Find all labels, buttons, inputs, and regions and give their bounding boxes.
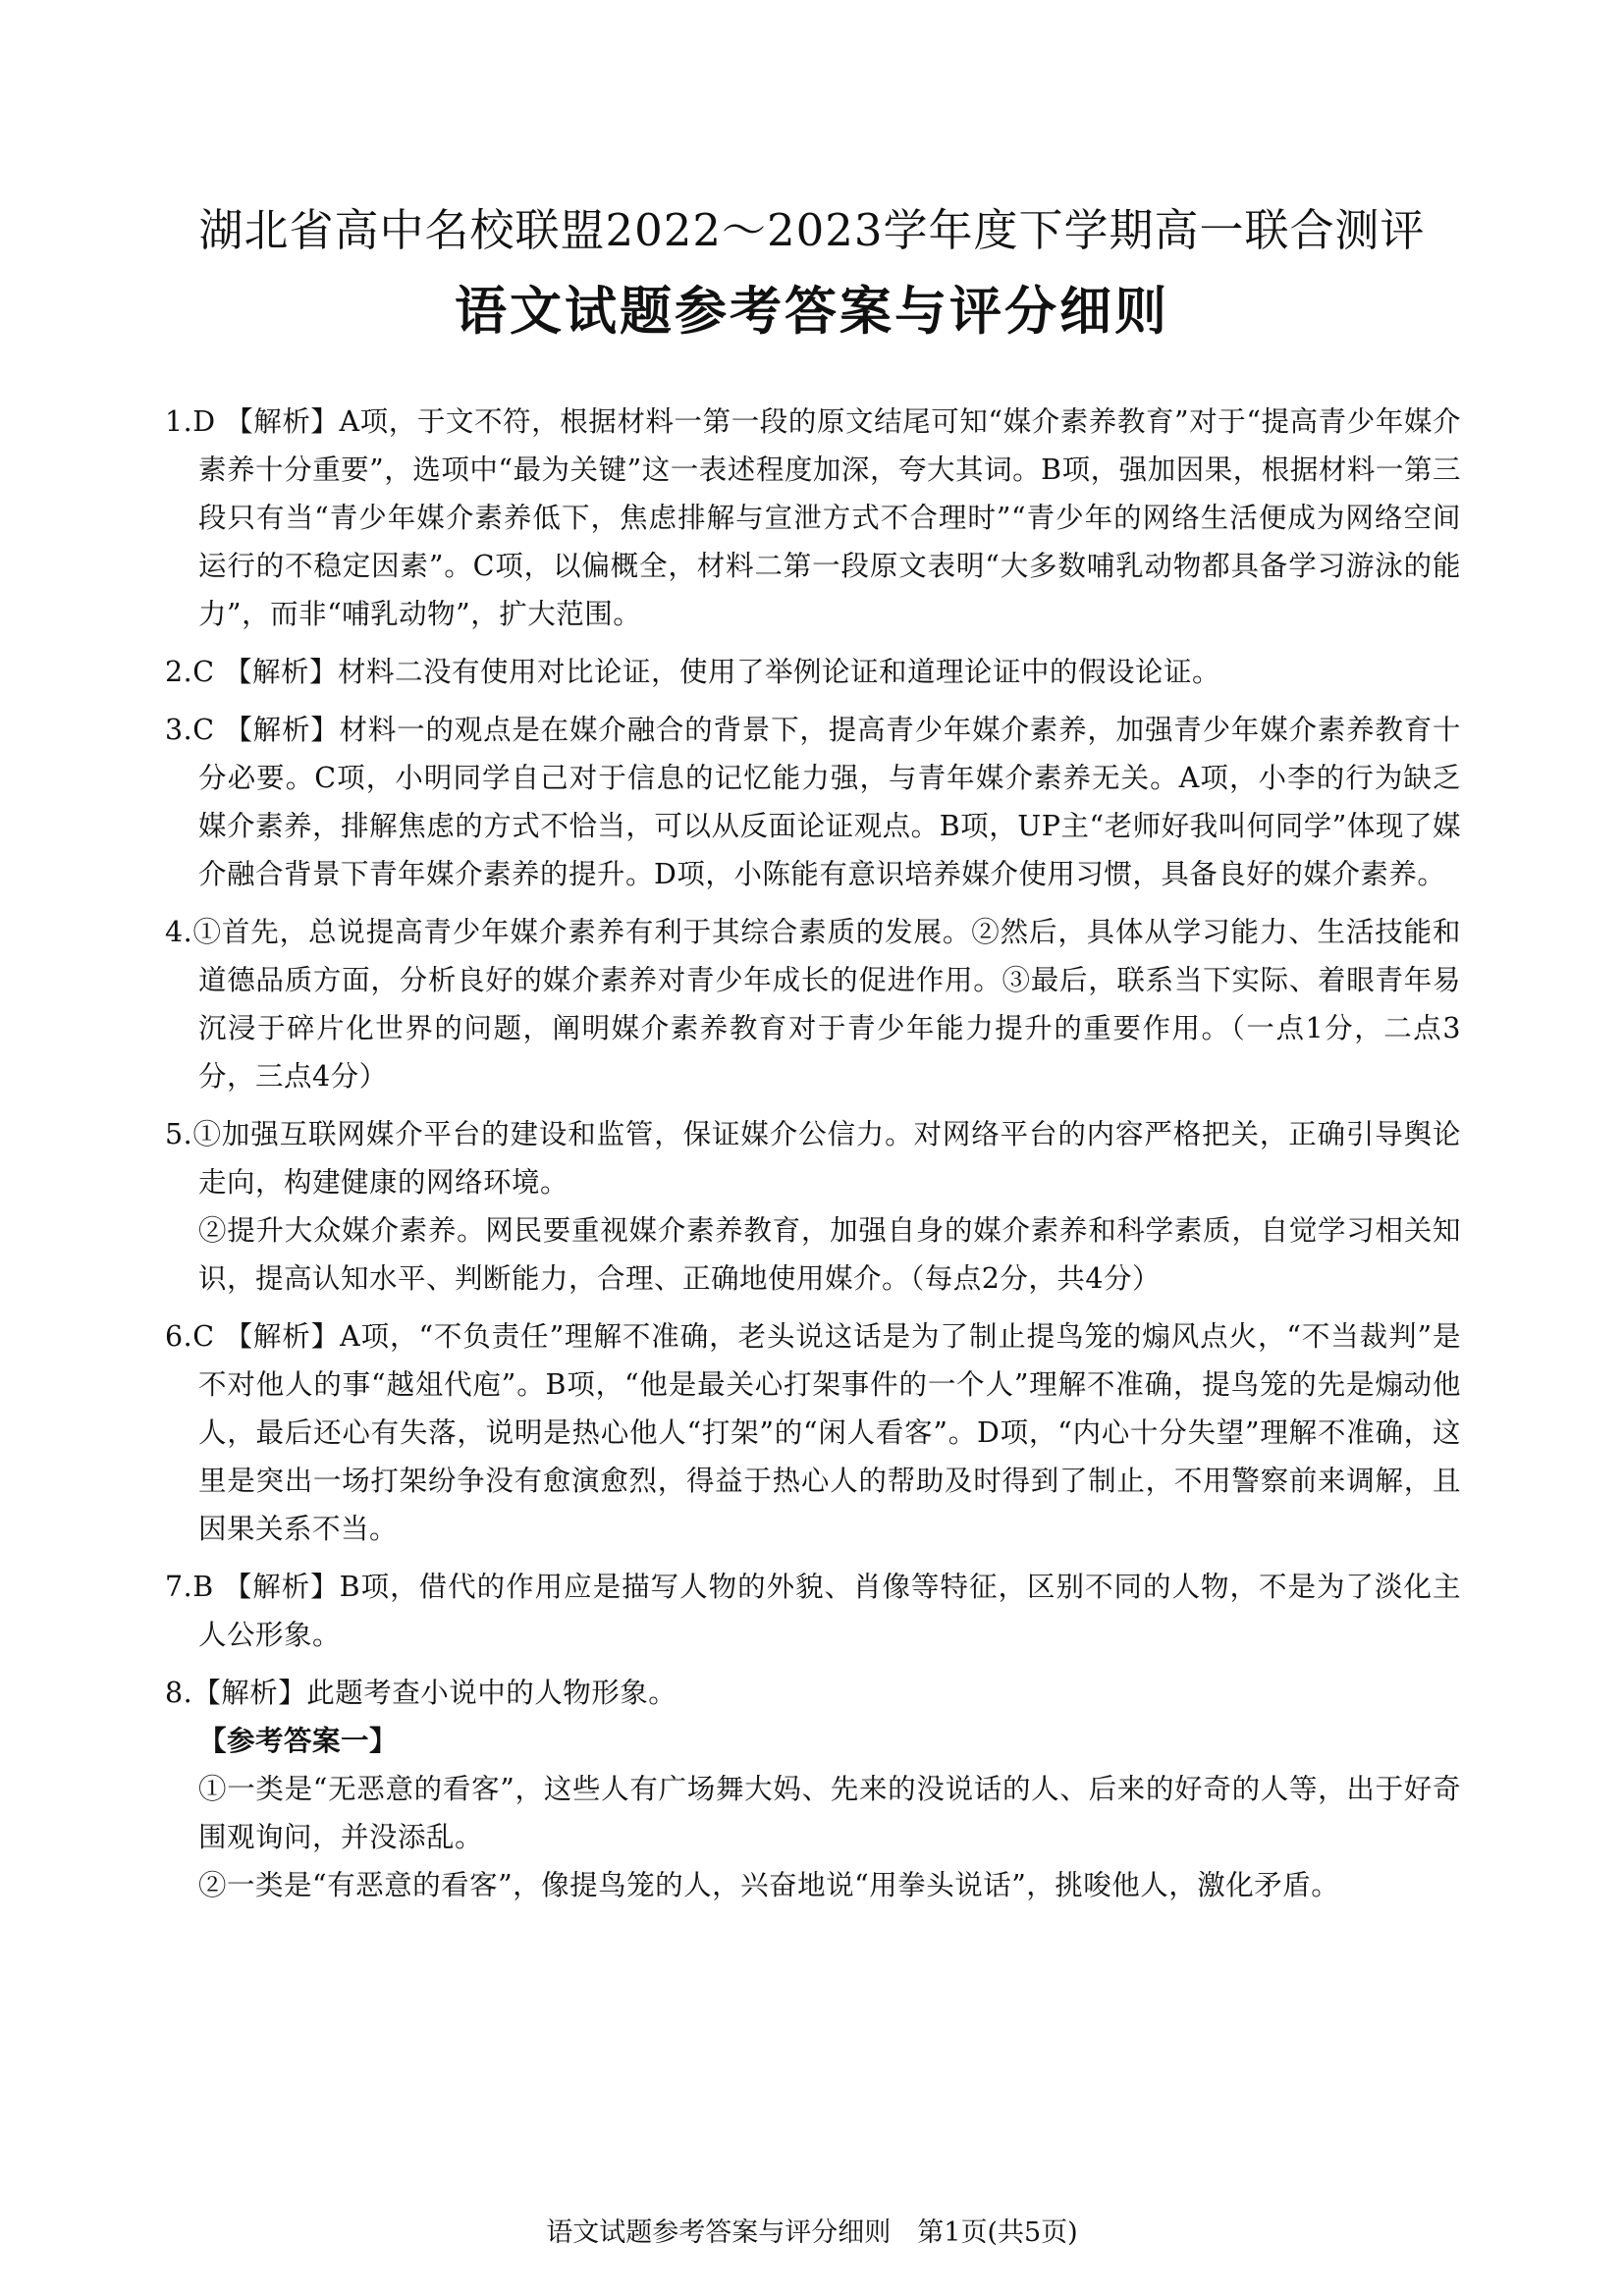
document-title: 湖北省高中名校联盟2022～2023学年度下学期高一联合测评 bbox=[198, 204, 1426, 256]
answer-item-1: 1.D 【解析】A项，于文不符，根据材料一第一段的原文结尾可知“媒介素养教育”对于“提高青少年媒介素养十分重要”，选项中“最为关键”这一表述程度加深，夸大其词。B项，强加因果，根据材料一第三段只有当“青少年媒介素养低下，焦虑排解与宣泄方式不合理时”“青少年的网络生活便成为网络空间运行的不稳定因素”。C项，以偏概全，材料二第一段原文表明“大多数哺乳动物都具备学习游泳的能力”，而非“哺乳动物”，扩大范围。 bbox=[165, 405, 1461, 630]
answer-item-5: 5.①加强互联网媒介平台的建设和监管，保证媒介公信力。对网络平台的内容严格把关，正确引导舆论走向，构建健康的网络环境。 bbox=[165, 1118, 1461, 1199]
answer-item-4: 4.①首先，总说提高青少年媒介素养有利于其综合素质的发展。②然后，具体从学习能力、生活技能和道德品质方面，分析良好的媒介素养对青少年成长的促进作用。③最后，联系当下实际、着眼青年易沉浸于碎片化世界的问题，阐明媒介素养教育对于青少年能力提升的重要作用。（一点1分，二点3分，三点4分） bbox=[165, 916, 1461, 1093]
answer-item-5-part-2: ②提升大众媒介素养。网民要重视媒介素养教育，加强自身的媒介素养和科学素质，自觉学习相关知识，提高认知水平、判断能力，合理、正确地使用媒介。（每点2分，共4分） bbox=[198, 1214, 1461, 1295]
answer-item-2: 2.C 【解析】材料二没有使用对比论证，使用了举例论证和道理论证中的假设论证。 bbox=[165, 656, 1221, 688]
page-footer: 语文试题参考答案与评分细则 第1页(共5页) bbox=[546, 2217, 1078, 2248]
answer-8-heading: 【参考答案一】 bbox=[198, 1724, 399, 1757]
answer-item-3: 3.C 【解析】材料一的观点是在媒介融合的背景下，提高青少年媒介素养，加强青少年媒介素养教育十分必要。C项，小明同学自己对于信息的记忆能力强，与青年媒介素养无关。A项，小李的行为缺乏媒介素养，排解焦虑的方式不恰当，可以从反面论证观点。B项，UP主“老师好我叫何同学”体现了媒介融合背景下青年媒介素养的提升。D项，小陈能有意识培养媒介使用习惯，具备良好的媒介素养。 bbox=[165, 714, 1461, 890]
answer-item-8: 8.【解析】此题考查小说中的人物形象。 bbox=[165, 1677, 677, 1709]
answer-item-6: 6.C 【解析】A项，“不负责任”理解不准确，老头说这话是为了制止提鸟笼的煽风点火，“不当裁判”是不对他人的事“越俎代庖”。B项，“他是最关心打架事件的一个人”理解不准确，提鸟笼的先是煽动他人，最后还心有失落，说明是热心他人“打架”的“闲人看客”。D项，“内心十分失望”理解不准确，这里是突出一场打架纷争没有愈演愈烈，得益于热心人的帮助及时得到了制止，不用警察前来调解，且因果关系不当。 bbox=[165, 1320, 1461, 1545]
answer-8-point-1: ①一类是“无恶意的看客”，这些人有广场舞大妈、先来的没说话的人、后来的好奇的人等，出于好奇围观询问，并没添乱。 bbox=[198, 1773, 1461, 1853]
answer-content bbox=[165, 398, 1461, 1919]
document-subtitle: 语文试题参考答案与评分细则 bbox=[455, 281, 1169, 342]
answer-8-point-2: ②一类是“有恶意的看客”，像提鸟笼的人，兴奋地说“用拳头说话”，挑唆他人，激化矛盾。 bbox=[198, 1869, 1340, 1901]
answer-item-7: 7.B 【解析】B项，借代的作用应是描写人物的外貌、肖像等特征，区别不同的人物，不是为了淡化主人公形象。 bbox=[165, 1571, 1461, 1651]
